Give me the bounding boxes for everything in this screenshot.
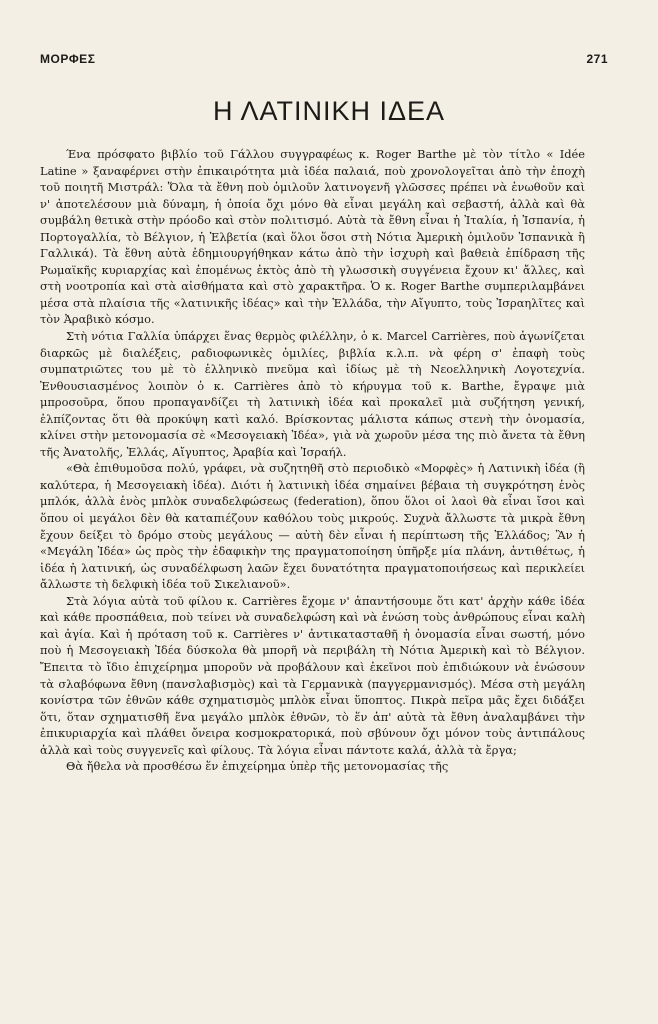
paragraph: Θὰ ἤθελα νὰ προσθέσω ἕν ἐπιχείρημα ὑπὲρ τῆς μετονομασίας τῆς [66, 759, 449, 774]
article-body [40, 146, 585, 775]
article-title: Η ΛΑΤΙΝΙΚΗ ΙΔΕΑ [212, 96, 446, 126]
paragraph: Ένα πρόσφατο βιβλίο τοῦ Γάλλου συγγραφέως κ. Roger Barthe μὲ τὸν τίτλο « Idée Latine » ξαναφέρνει στὴν ἐπικαιρότητα μιὰ ἰδέα παλαιά, ποὺ χρονολογεῖται ἀπὸ τὴν ἐποχὴ τοῦ ποιητῆ Μιστράλ: Ὅλα τὰ ἔθνη ποὺ ὁμιλοῦν λατινογενῆ γλῶσσες πρέπει νὰ ἑνωθοῦν καὶ ν' ἀποτελέσουν μιὰ δύναμη, ἡ ὁποία ὄχι μόνο θὰ εἶναι μεγάλη καὶ σεβαστή, ἀλλὰ καὶ θὰ συμβάλη θετικὰ στὴν πρόοδο καὶ στὸν πολιτισμό. Αὐτὰ τὰ ἔθνη εἶναι ἡ Ἰταλία, ἡ Ἱσπανία, ἡ Πορτογαλλία, τὸ Βέλγιον, ἡ Ἑλβετία (καὶ ὅλοι ὅσοι στὴ Νότια Ἀμερικὴ ὁμιλοῦν Ἱσπανικὰ ἢ Γαλλικά). Τὰ ἔθνη αὐτὰ ἐδημιουργήθηκαν κάτω ἀπὸ τὴν ἰσχυρὴ καὶ βαθειὰ ἐπίδραση τῆς Ρωμαϊκῆς κυριαρχίας καὶ ἑπομένως ἐκτὸς ἀπὸ τὴ γλωσσικὴ συγγένεια ἔχουν κι' ἄλλες, καὶ στὴ νοοτροπία καὶ στὰ αἰσθήματα καὶ στὸ χαρακτῆρα. Ὁ κ. Roger Barthe συμπεριλαμβάνει μέσα στὰ πλαίσια τῆς «λατινικῆς ἰδέας» καὶ τὴν Ἑλλάδα, τὴν Αἴγυπτο, τοὺς Ἰσραηλῖτες καὶ τὸν Ἀραβικὸ κόσμο. [40, 147, 585, 327]
paragraph: Στὰ λόγια αὐτὰ τοῦ φίλου κ. Carrières ἔχομε ν' ἀπαντήσουμε ὅτι κατ' ἀρχὴν κάθε ἰδέα καὶ κάθε προσπάθεια, ποὺ τείνει νὰ συναδελφώση καὶ νὰ ἑνώση τοὺς ἀνθρώπους εἶναι καλὴ καὶ ἁγία. Καὶ ἡ πρόταση τοῦ κ. Carrières ν' ἀντικατασταθῆ ἡ ὀνομασία εἶναι σωστή, μόνο ποὺ ἡ Μεσογειακὴ Ἰδέα δύσκολα θὰ μπορῆ νὰ περιβάλη τὴ Νότια Ἀμερικὴ καὶ τὸ Βέλγιον. Ἔπειτα τὸ ἴδιο ἐπιχείρημα μποροῦν νὰ προβάλουν καὶ ἐκεῖνοι ποὺ ἐπιδιώκουν νὰ ἑνώσουν τὰ σλαβόφωνα ἔθνη (πανσλαβισμὸς) καὶ τὰ Γερμανικὰ (παγγερμανισμός). Μέσα στὴ μεγάλη κονίστρα τῶν ἐθνῶν κάθε σχηματισμὸς μπλὸκ εἶναι ὕποπτος. Πικρὰ πεῖρα μᾶς ἔχει διδάξει ὅτι, ὅταν σχηματισθῆ ἕνα μεγάλο μπλὸκ ἐθνῶν, τὸ ἕν ἀπ' αὐτὰ τὰ ἔθνη ἀναλαμβάνει τὴν ἐπικυριαρχία καὶ πλάθει ὄνειρα κοσμοκρατορικά, ποὺ σβύνουν ὄχι μόνον τοὺς ἀντιπάλους ἀλλὰ καὶ τοὺς συγγενεῖς καὶ φίλους. Τὰ λόγια εἶναι πάντοτε καλά, ἀλλὰ τὰ ἔργα; [40, 593, 585, 757]
paragraph: Στὴ νότια Γαλλία ὑπάρχει ἕνας θερμὸς φιλέλλην, ὁ κ. Marcel Carrières, ποὺ ἀγωνίζεται διαρκῶς μὲ διαλέξεις, ραδιοφωνικὲς ὁμιλίες, βιβλία κ.λ.π. νὰ φέρη σ' ἐπαφὴ τοὺς συμπατριῶτες του μὲ τὸ ἑλληνικὸ πνεῦμα καὶ ἰδίως μὲ τὴ Νεοελληνικὴ Λογοτεχνία. Ἐνθουσιασμένος λοιπὸν ὁ κ. Carrières ἀπὸ τὸ κήρυγμα τοῦ κ. Barthe, ἔγραψε μιὰ μπροσοῦρα, ὅπου προπαγανδίζει τὴ λατινικὴ ἰδέα καὶ προκαλεῖ μιὰ συζήτηση γενική, ἐλπίζοντας ὅτι θὰ προκύψη κατὶ καλό. Βρίσκοντας μάλιστα κάπως στενὴ τὴν ὀνομασία, κλίνει στὴν μετονομασία σὲ «Μεσογειακὴ Ἰδέα», γιὰ νὰ χωροῦν μέσα της πιὸ ἄνετα τὰ ἔθνη τῆς Ἀνατολῆς, Ἑλλάς, Αἴγυπτος, Ἀραβία καὶ Ἰσραήλ. [40, 329, 585, 459]
paragraph: «Θὰ ἐπιθυμοῦσα πολύ, γράφει, νὰ συζητηθῆ στὸ περιοδικὸ «Μορφὲς» ἡ Λατινικὴ ἰδέα (ἢ καλύτερα, ἡ Μεσογειακὴ ἰδέα). Διότι ἡ λατινικὴ ἰδέα σημαίνει βέβαια τὴ συγκρότηση ἑνὸς μπλόκ, ἀλλὰ ἑνὸς μπλὸκ συναδελφώσεως (federation), ὅπου ὅλοι οἱ λαοὶ θὰ εἶναι ἴσοι καὶ ὅπου οἱ μεγάλοι δὲν θὰ καταπιέζουν καθόλου τοὺς μικρούς. Συχνὰ ἄλλωστε τὰ μικρὰ ἔθνη ἔχουν δείξει τὸ δρόμο στοὺς μεγάλους — αὐτὴ δὲν εἶναι ἡ περίπτωση τῆς Ἑλλάδος; Ἂν ἡ «Μεγάλη Ἰδέα» ὡς πρὸς τὴν ἐδαφικὴν της πραγματοποίηση ὑπῆρξε μία πλάνη, ἀντιθέτως, ἡ ἰδέα ἡ λατινική, ὡς συναδέλφωση λαῶν ἔχει δυνατότητα πραγματοποιήσεως καὶ περικλείει ἄλλωστε τὴ δελφικὴ ἰδέα τοῦ Σικελιανοῦ». [40, 461, 585, 592]
journal-name: ΜΟΡΦΕΣ [40, 52, 96, 66]
running-head [40, 52, 608, 66]
page-number: 271 [586, 52, 608, 66]
